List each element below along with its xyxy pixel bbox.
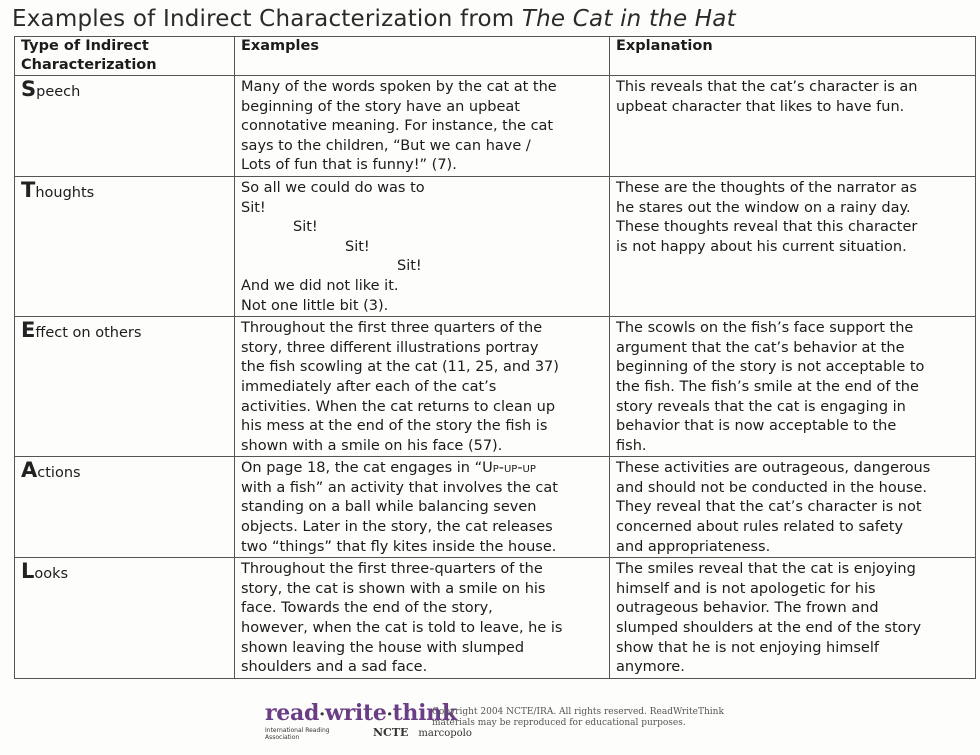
readwritethink-logo: read·write·think xyxy=(265,700,457,726)
title-text: Examples of Indirect Characterization from xyxy=(12,6,522,32)
table-row xyxy=(15,76,976,177)
explanation-cell: This reveals that the cat’s character is an upbeat character that likes to have fun. xyxy=(610,76,976,177)
type-cell-effect: Effect on others xyxy=(15,317,235,457)
example-cell: Throughout the first three-quarters of the story, the cat is shown with a smile on his face. Towards the end of the story, however, when the cat is told to leave, he is shown leaving the house with slumped shoulders and a sad face. xyxy=(235,558,610,679)
page-title xyxy=(12,6,736,32)
type-cell-thoughts: Thoughts xyxy=(15,176,235,316)
example-cell: Throughout the first three quarters of the story, three different illustrations portray the fish scowling at the cat (11, 25, and 37) immediately after each of the cat’s activities. When the cat returns to clean up his mess at the end of the story the fish is shown with a smile on his face (57). xyxy=(235,317,610,457)
type-cell-speech: Speech xyxy=(15,76,235,177)
table-row xyxy=(15,457,976,558)
table-row xyxy=(15,558,976,679)
explanation-cell: These are the thoughts of the narrator as he stares out the window on a rainy day. These thoughts reveal that this character is not happy about his current situation. xyxy=(610,176,976,316)
explanation-cell: The smiles reveal that the cat is enjoying himself and is not apologetic for his outrageous behavior. The frown and slumped shoulders at the end of the story show that he is not enjoying himself anymore. xyxy=(610,558,976,679)
explanation-cell: The scowls on the fish’s face support the argument that the cat’s behavior at the beginning of the story is not acceptable to the fish. The fish’s smile at the end of the story reveals that the cat is engaging in behavior that is now acceptable to the fish. xyxy=(610,317,976,457)
explanation-cell: These activities are outrageous, dangerous and should not be conducted in the house. They reveal that the cat’s character is not concerned about rules related to safety and appropriateness. xyxy=(610,457,976,558)
table-header-row xyxy=(15,37,976,76)
table-row xyxy=(15,176,976,316)
header-explanation: Explanation xyxy=(610,37,976,76)
header-type: Type of Indirect Characterization xyxy=(15,37,235,76)
example-cell: So all we could do was to Sit! Sit! Sit! Sit! And we did not like it. Not one little bit (3). xyxy=(235,176,610,316)
example-cell: On page 18, the cat engages in “Up-up-up with a fish” an activity that involves the cat standing on a ball while balancing seven objects. Later in the story, the cat releases two “things” that fly kites inside the house. xyxy=(235,457,610,558)
copyright-notice: Copyright 2004 NCTE/IRA. All rights reserved. ReadWriteThink materials may be reproduced for educational purposes. xyxy=(432,707,724,728)
ncte-logo: NCTE xyxy=(373,726,409,739)
title-book: The Cat in the Hat xyxy=(521,6,736,32)
ira-logo: International Reading Association xyxy=(265,726,330,741)
characterization-table xyxy=(14,36,976,679)
example-cell: Many of the words spoken by the cat at the beginning of the story have an upbeat connotative meaning. For instance, the cat says to the children, “But we can have / Lots of fun that is funny!” (7). xyxy=(235,76,610,177)
footer xyxy=(265,700,735,744)
table-row xyxy=(15,317,976,457)
type-cell-looks: Looks xyxy=(15,558,235,679)
type-cell-actions: Actions xyxy=(15,457,235,558)
header-examples: Examples xyxy=(235,37,610,76)
marcopolo-logo: marcopolo xyxy=(418,728,472,739)
